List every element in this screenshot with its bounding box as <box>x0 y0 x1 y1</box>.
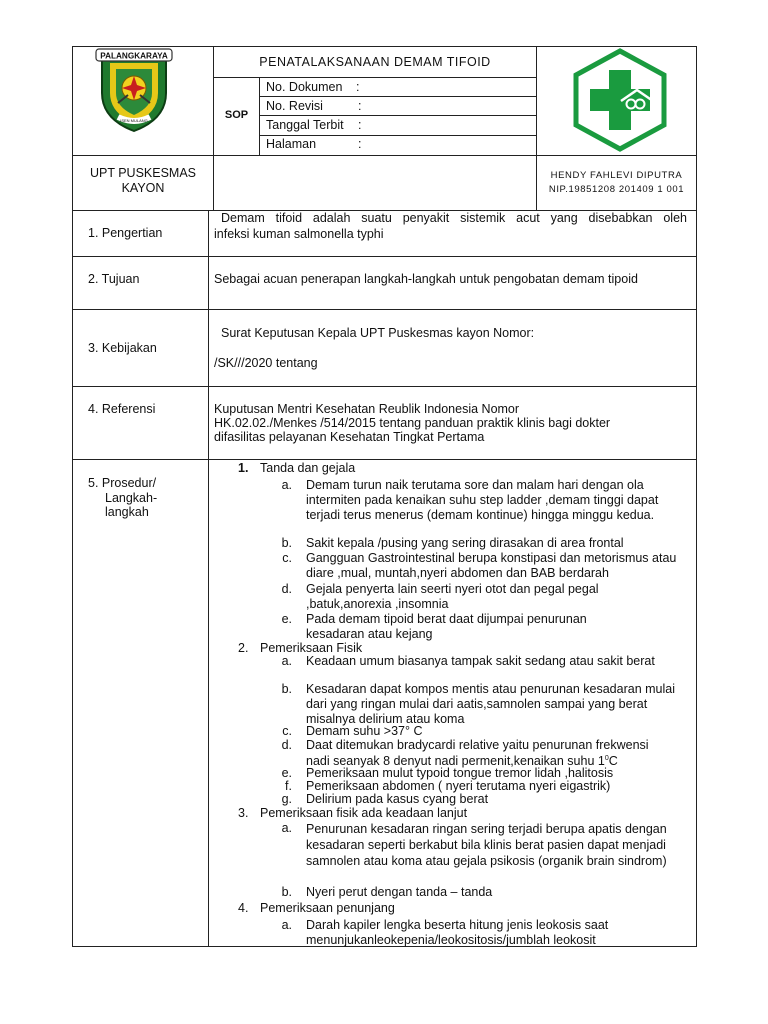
step-2-letter-c: c. <box>282 724 292 738</box>
field-halaman-value: : <box>358 137 362 151</box>
step-2-letter-f: f. <box>285 779 292 793</box>
step-1-title: Tanda dan gejala <box>260 461 356 475</box>
step-1-number: 1. <box>238 461 249 475</box>
row-line-2 <box>72 309 697 310</box>
step-4-item-a: Darah kapiler lengka beserta hitung jenis leokosis saat menunjukanleokepenia/leokositosis/jumblah leokosit <box>306 918 609 947</box>
field-halaman-label: Halaman <box>266 137 317 151</box>
header-divider-sop <box>259 77 260 155</box>
step-3-number: 3. <box>238 806 249 820</box>
step-1-item-a: Demam turun naik terutama sore dan malam hari dengan ola intermiten pada kenaikan suhu step ladder ,demam tinggi dapat terjadi terus menerus (demam kontinue) hingga minggu kedua. <box>306 478 659 522</box>
field-tanggal-terbit-label: Tanggal Terbit <box>266 118 344 132</box>
step-3-item-b: Nyeri perut dengan tanda – tanda <box>306 885 493 899</box>
step-1-item-b: Sakit kepala /pusing yang sering dirasakan di area frontal <box>306 536 624 550</box>
table-border-right <box>696 46 697 947</box>
unit-name-line1: UPT PUSKESMAS <box>89 166 197 180</box>
step-2-letter-b: b. <box>281 682 292 696</box>
section-label-prosedur-3: langkah <box>105 505 149 519</box>
header-line-f1 <box>259 96 536 97</box>
step-4-letter-a: a. <box>281 918 292 932</box>
step-2-item-d-text: nadi seanyak 8 denyut nadi permenit,kenaikan suhu 1 <box>306 754 605 769</box>
row-line-4 <box>72 459 697 460</box>
field-no-revisi-value: : <box>358 99 362 113</box>
section-label-pengertian: 1. Pengertian <box>88 226 163 240</box>
step-4-number: 4. <box>238 901 249 915</box>
tujuan-text: Sebagai acuan penerapan langkah-langkah untuk pengobatan demam tipoid <box>214 272 638 286</box>
puskesmas-logo <box>571 48 669 152</box>
step-3-letter-b: b. <box>281 885 292 899</box>
unit-name-line2: KAYON <box>121 181 165 195</box>
step-2-item-d-unit: C <box>608 754 618 769</box>
document-title: PENATALAKSANAAN DEMAM TIFOID <box>259 55 491 69</box>
section-label-prosedur: 5. Prosedur/ <box>88 476 157 490</box>
step-3-item-a: Penurunan kesadaran ringan sering terjadi berupa apatis dengan kesadaran seperti berkabut bila klinis berat pasien dapat menjadi samnolen atau koma atau gejala psikosis (organik brain sindrom) <box>306 822 667 868</box>
palangkaraya-logo <box>88 43 180 135</box>
step-2-item-e: Pemeriksaan mulut typoid tongue tremor lidah ,halitosis <box>306 766 614 780</box>
step-2-item-b: Kesadaran dapat kompos mentis atau penurunan kesadaran mulai dari yang ringan mulai dari aatis,samnolen sampai yang berat misalnya delirium atau koma <box>306 682 675 726</box>
step-1-letter-c: c. <box>282 551 292 565</box>
step-2-item-c: Demam suhu >37° C <box>306 724 423 738</box>
header-line-bottom <box>72 155 697 156</box>
referensi-line2: HK.02.02./Menkes /514/2015 tentang panduan praktik klinis bagi dokter <box>214 416 611 430</box>
field-no-dokumen-label: No. Dokumen <box>266 80 343 94</box>
section-label-prosedur-2: Langkah- <box>105 491 158 505</box>
pengertian-line2: infeksi kuman salmonella typhi <box>214 227 384 241</box>
step-2-letter-a: a. <box>281 654 292 668</box>
step-2-title: Pemeriksaan Fisik <box>260 641 363 655</box>
step-1-letter-a: a. <box>281 478 292 492</box>
section-label-tujuan: 2. Tujuan <box>88 272 140 286</box>
header-line-f2 <box>259 115 536 116</box>
step-2-item-g: Delirium pada kasus cyang berat <box>306 792 489 806</box>
step-2-item-d-line1: Daat ditemukan bradycardi relative yaitu penurunan frekwensi <box>306 738 649 752</box>
section-label-kebijakan: 3. Kebijakan <box>88 341 157 355</box>
field-tanggal-terbit-value: : <box>358 118 362 132</box>
referensi-line3: difasilitas pelayanan Kesehatan Tingkat Pertama <box>214 430 485 444</box>
step-2-number: 2. <box>238 641 249 655</box>
step-2-item-a: Keadaan umum biasanya tampak sakit sedang atau sakit berat <box>306 654 655 668</box>
step-1-letter-e: e. <box>281 612 292 626</box>
logo-banner-text: PALANGKARAYA <box>100 51 168 61</box>
header-line-title <box>213 77 536 78</box>
field-no-dokumen-value: : <box>356 80 360 94</box>
row-line-1 <box>72 256 697 257</box>
step-2-item-f: Pemeriksaan abdomen ( nyeri terutama nyeri eigastrik) <box>306 779 611 793</box>
step-3-letter-a: a. <box>281 821 292 835</box>
header-line-f3 <box>259 135 536 136</box>
body-divider <box>208 210 209 947</box>
pengertian-line1: Demam tifoid adalah suatu penyakit sistemik acut yang disebabkan oleh <box>221 211 687 225</box>
step-2-letter-e: e. <box>281 766 292 780</box>
step-1-item-d: Gejala penyerta lain seerti nyeri otot dan pegal pegal ,batuk,anorexia ,insomnia <box>306 582 599 611</box>
sop-label: SOP <box>224 109 249 121</box>
logo-motto-text: ISEN MULANG <box>120 118 148 123</box>
step-1-letter-d: d. <box>281 582 292 596</box>
header-divider-1 <box>213 46 214 210</box>
step-2-item-d-superscript: 0 <box>604 755 609 762</box>
field-no-revisi-label: No. Revisi <box>266 99 323 113</box>
step-1-item-c: Gangguan Gastrointestinal berupa konstipasi dan metorismus atau diare ,mual, muntah,nyeri abdomen dan BAB berdarah <box>306 551 677 580</box>
step-2-letter-g: g. <box>281 792 292 806</box>
step-1-item-e: Pada demam tipoid berat daat dijumpai penurunan kesadaran atau kejang <box>306 612 587 641</box>
referensi-line1: Kuputusan Mentri Kesehatan Reublik Indonesia Nomor <box>214 402 520 416</box>
step-3-title: Pemeriksaan fisik ada keadaan lanjut <box>260 806 468 820</box>
kebijakan-line2: /SK///2020 tentang <box>214 356 318 370</box>
section-label-referensi: 4. Referensi <box>88 402 156 416</box>
kebijakan-line1: Surat Keputusan Kepala UPT Puskesmas kayon Nomor: <box>221 326 535 340</box>
signer-nip: NIP.19851208 201409 1 001 <box>548 184 685 195</box>
signer-name: HENDY FAHLEVI DIPUTRA <box>550 170 683 181</box>
step-1-letter-b: b. <box>281 536 292 550</box>
step-4-title: Pemeriksaan penunjang <box>260 901 395 915</box>
row-line-3 <box>72 386 697 387</box>
step-2-letter-d: d. <box>281 738 292 752</box>
